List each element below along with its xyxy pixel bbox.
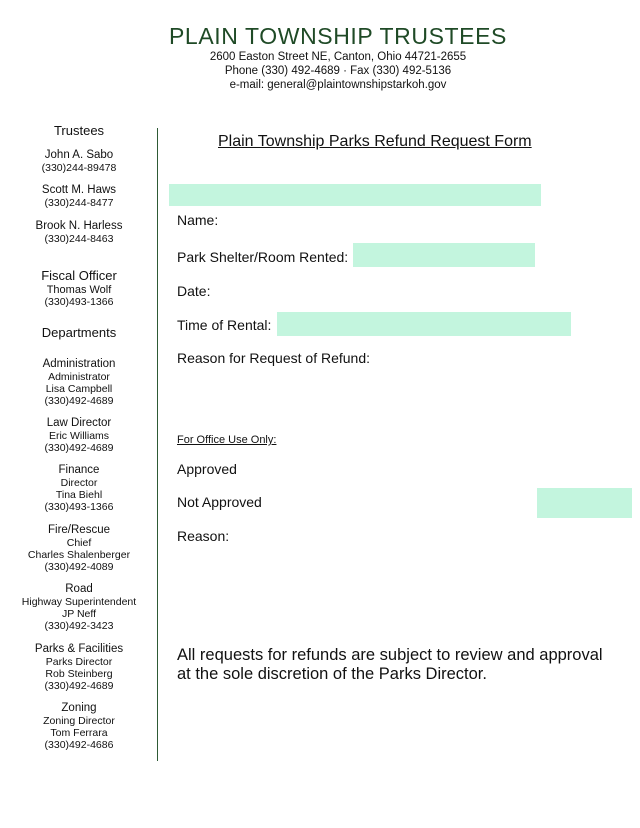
time-of-rental-label: Time of Rental: — [177, 317, 272, 333]
department-phone: (330)493-1366 — [44, 501, 114, 513]
name-label: Name: — [177, 212, 219, 228]
trustee-name: John A. Sabo — [44, 149, 114, 161]
department-entry — [0, 358, 158, 407]
department-entry — [0, 524, 158, 573]
department-phone: (330)492-4689 — [44, 680, 114, 692]
department-entry — [0, 702, 158, 751]
department-role: Highway Superintendent — [21, 596, 137, 608]
trustee-name: Brook N. Harless — [35, 220, 123, 232]
phone-fax-line: Phone (330) 492-4689 · Fax (330) 492-5136 — [224, 65, 452, 77]
department-phone: (330)492-4089 — [44, 561, 114, 573]
reason-for-refund-label: Reason for Request of Refund: — [177, 350, 371, 366]
not-approved-label: Not Approved — [177, 494, 262, 510]
department-title: Law Director — [46, 417, 112, 429]
department-contact-name: JP Neff — [61, 608, 97, 620]
trustee-phone: (330)244-89478 — [41, 162, 117, 174]
fiscal-officer-title: Fiscal Officer — [41, 268, 117, 283]
department-contact-name: Rob Steinberg — [45, 668, 113, 680]
department-title: Parks & Facilities — [34, 643, 124, 655]
department-entry — [0, 643, 158, 692]
departments-title: Departments — [41, 325, 117, 340]
department-role: Administrator — [48, 371, 110, 383]
department-title: Administration — [42, 358, 116, 370]
department-title: Fire/Rescue — [48, 524, 110, 536]
office-reason-label: Reason: — [177, 528, 230, 544]
department-contact-name: Eric Williams — [48, 430, 110, 442]
top-form-field[interactable] — [169, 184, 541, 206]
fiscal-officer-phone: (330)493-1366 — [44, 296, 114, 308]
department-phone: (330)492-3423 — [44, 620, 114, 632]
refund-policy-notice: All requests for refunds are subject to review and approval at the sole discretion of the Parks Director. — [177, 646, 603, 683]
letterhead — [0, 22, 640, 92]
department-title: Zoning — [61, 702, 97, 714]
form-title: Plain Township Parks Refund Request Form — [218, 133, 532, 150]
department-entry — [0, 417, 158, 454]
department-phone: (330)492-4686 — [44, 739, 114, 751]
trustee-entry — [0, 184, 158, 209]
fiscal-officer-name: Thomas Wolf — [46, 284, 112, 296]
department-phone: (330)492-4689 — [44, 395, 114, 407]
address-line: 2600 Easton Street NE, Canton, Ohio 44721-2655 — [209, 51, 467, 63]
organization-title: PLAIN TOWNSHIP TRUSTEES — [168, 23, 507, 49]
sidebar-trustees-title: Trustees — [53, 123, 105, 138]
department-role: Parks Director — [45, 656, 113, 668]
department-entry — [0, 464, 158, 513]
shelter-field[interactable] — [353, 243, 535, 267]
trustee-entry — [0, 220, 158, 245]
email-line: e-mail: general@plaintownshipstarkoh.gov — [229, 79, 447, 91]
time-of-rental-field[interactable] — [277, 312, 571, 336]
department-role: Zoning Director — [43, 715, 115, 727]
trustee-phone: (330)244-8477 — [44, 197, 114, 209]
department-contact-name: Charles Shalenberger — [27, 549, 131, 561]
fiscal-officer-block — [0, 268, 158, 308]
shelter-label: Park Shelter/Room Rented: — [177, 249, 349, 265]
office-side-field[interactable] — [537, 488, 632, 518]
office-use-label: For Office Use Only: — [177, 434, 277, 446]
approved-label: Approved — [177, 461, 237, 477]
department-contact-name: Tina Biehl — [55, 489, 103, 501]
department-role: Director — [60, 477, 98, 489]
date-label: Date: — [177, 283, 211, 299]
department-role: Chief — [66, 537, 92, 549]
department-title: Finance — [58, 464, 100, 476]
sidebar-divider — [157, 128, 158, 761]
trustee-phone: (330)244-8463 — [44, 233, 114, 245]
department-entry — [0, 583, 158, 632]
department-contact-name: Lisa Campbell — [45, 383, 113, 395]
department-phone: (330)492-4689 — [44, 442, 114, 454]
trustee-name: Scott M. Haws — [41, 184, 117, 196]
department-title: Road — [65, 583, 93, 595]
trustee-entry — [0, 149, 158, 174]
department-contact-name: Tom Ferrara — [50, 727, 108, 739]
